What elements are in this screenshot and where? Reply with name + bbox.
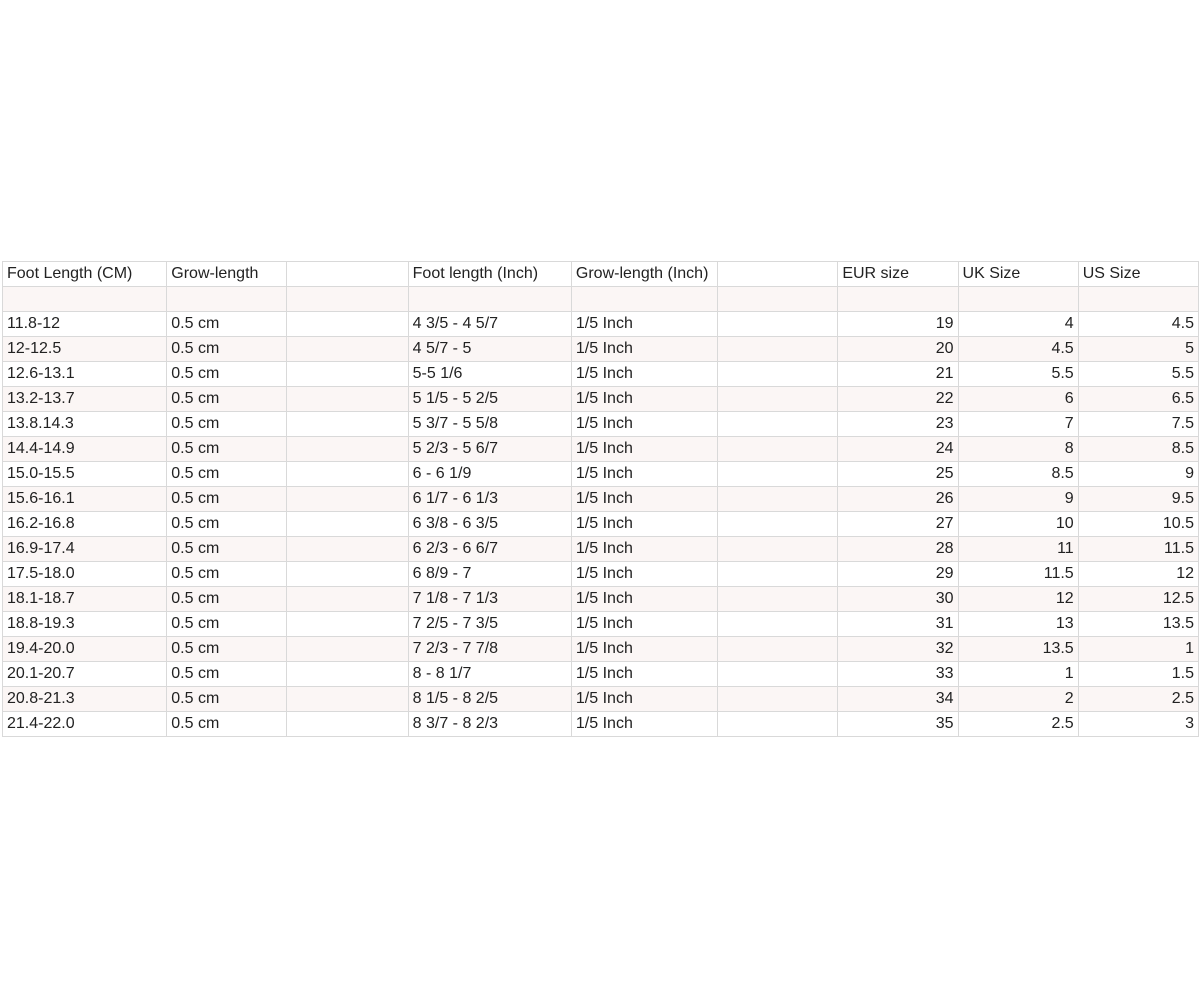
cell-us-size: 4.5	[1078, 312, 1198, 337]
cell-uk-size: 8.5	[958, 462, 1078, 487]
cell-uk-size: 12	[958, 587, 1078, 612]
cell-grow-length-inch: 1/5 Inch	[571, 562, 717, 587]
cell-blank-b	[718, 412, 838, 437]
cell-grow-length-inch: 1/5 Inch	[571, 462, 717, 487]
header-uk-size: UK Size	[958, 262, 1078, 287]
cell-grow-length: 0.5 cm	[167, 487, 287, 512]
cell-foot-length-cm: 20.8-21.3	[3, 687, 167, 712]
cell-blank-b	[718, 612, 838, 637]
cell-foot-length-cm: 15.0-15.5	[3, 462, 167, 487]
cell-blank-b	[718, 712, 838, 737]
cell-foot-length-inch: 6 - 6 1/9	[408, 462, 571, 487]
cell-foot-length-cm: 13.8.14.3	[3, 412, 167, 437]
cell-grow-length: 0.5 cm	[167, 637, 287, 662]
cell-grow-length-inch: 1/5 Inch	[571, 537, 717, 562]
cell-foot-length-cm: 14.4-14.9	[3, 437, 167, 462]
cell-grow-length-inch: 1/5 Inch	[571, 687, 717, 712]
cell-grow-length-inch: 1/5 Inch	[571, 612, 717, 637]
cell-us-size: 3	[1078, 712, 1198, 737]
cell-uk-size: 2.5	[958, 712, 1078, 737]
table-row	[3, 387, 1199, 412]
cell-blank-a	[287, 487, 408, 512]
table-row	[3, 337, 1199, 362]
cell-blank-b	[718, 287, 838, 312]
cell-eur-size: 27	[838, 512, 958, 537]
cell-foot-length-inch: 4 3/5 - 4 5/7	[408, 312, 571, 337]
header-eur-size: EUR size	[838, 262, 958, 287]
cell-foot-length-inch: 5 3/7 - 5 5/8	[408, 412, 571, 437]
cell-grow-length-inch: 1/5 Inch	[571, 412, 717, 437]
cell-foot-length-inch: 6 3/8 - 6 3/5	[408, 512, 571, 537]
cell-grow-length: 0.5 cm	[167, 312, 287, 337]
cell-foot-length-cm: 16.9-17.4	[3, 537, 167, 562]
size-chart-table	[2, 261, 1199, 737]
cell-blank-a	[287, 537, 408, 562]
cell-foot-length-inch	[408, 287, 571, 312]
table-row	[3, 537, 1199, 562]
cell-us-size: 5.5	[1078, 362, 1198, 387]
cell-foot-length-inch: 5-5 1/6	[408, 362, 571, 387]
cell-grow-length-inch: 1/5 Inch	[571, 312, 717, 337]
cell-eur-size: 33	[838, 662, 958, 687]
cell-grow-length-inch: 1/5 Inch	[571, 712, 717, 737]
header-row	[3, 262, 1199, 287]
cell-foot-length-cm: 12-12.5	[3, 337, 167, 362]
header-blank-a	[287, 262, 408, 287]
table-row	[3, 587, 1199, 612]
cell-blank-b	[718, 462, 838, 487]
cell-grow-length-inch: 1/5 Inch	[571, 387, 717, 412]
cell-grow-length: 0.5 cm	[167, 537, 287, 562]
cell-eur-size: 28	[838, 537, 958, 562]
cell-us-size: 9.5	[1078, 487, 1198, 512]
cell-blank-a	[287, 287, 408, 312]
cell-grow-length: 0.5 cm	[167, 587, 287, 612]
cell-blank-a	[287, 462, 408, 487]
cell-eur-size: 23	[838, 412, 958, 437]
cell-eur-size: 24	[838, 437, 958, 462]
cell-eur-size: 22	[838, 387, 958, 412]
cell-blank-b	[718, 512, 838, 537]
cell-us-size: 8.5	[1078, 437, 1198, 462]
cell-us-size: 12	[1078, 562, 1198, 587]
header-grow-length-inch: Grow-length (Inch)	[571, 262, 717, 287]
cell-blank-a	[287, 687, 408, 712]
cell-foot-length-cm: 12.6-13.1	[3, 362, 167, 387]
cell-blank-a	[287, 637, 408, 662]
cell-grow-length: 0.5 cm	[167, 362, 287, 387]
cell-grow-length: 0.5 cm	[167, 662, 287, 687]
cell-blank-a	[287, 437, 408, 462]
cell-foot-length-inch: 8 1/5 - 8 2/5	[408, 687, 571, 712]
cell-eur-size: 20	[838, 337, 958, 362]
cell-blank-b	[718, 587, 838, 612]
cell-us-size: 12.5	[1078, 587, 1198, 612]
cell-blank-b	[718, 637, 838, 662]
cell-grow-length-inch: 1/5 Inch	[571, 437, 717, 462]
cell-uk-size: 2	[958, 687, 1078, 712]
cell-blank-a	[287, 512, 408, 537]
cell-foot-length-inch: 6 8/9 - 7	[408, 562, 571, 587]
cell-eur-size: 26	[838, 487, 958, 512]
cell-grow-length	[167, 287, 287, 312]
table-row	[3, 512, 1199, 537]
cell-grow-length-inch: 1/5 Inch	[571, 637, 717, 662]
cell-us-size	[1078, 287, 1198, 312]
cell-grow-length: 0.5 cm	[167, 612, 287, 637]
cell-uk-size	[958, 287, 1078, 312]
cell-uk-size: 11	[958, 537, 1078, 562]
cell-blank-b	[718, 487, 838, 512]
cell-foot-length-inch: 5 2/3 - 5 6/7	[408, 437, 571, 462]
table-row	[3, 362, 1199, 387]
cell-eur-size: 29	[838, 562, 958, 587]
cell-blank-b	[718, 387, 838, 412]
cell-foot-length-cm: 19.4-20.0	[3, 637, 167, 662]
cell-grow-length: 0.5 cm	[167, 337, 287, 362]
cell-blank-b	[718, 537, 838, 562]
cell-eur-size: 30	[838, 587, 958, 612]
cell-us-size: 10.5	[1078, 512, 1198, 537]
cell-foot-length-inch: 8 - 8 1/7	[408, 662, 571, 687]
cell-uk-size: 4.5	[958, 337, 1078, 362]
cell-eur-size: 32	[838, 637, 958, 662]
cell-uk-size: 5.5	[958, 362, 1078, 387]
cell-grow-length-inch: 1/5 Inch	[571, 662, 717, 687]
cell-uk-size: 8	[958, 437, 1078, 462]
table-row	[3, 662, 1199, 687]
cell-blank-a	[287, 362, 408, 387]
cell-foot-length-inch: 5 1/5 - 5 2/5	[408, 387, 571, 412]
table-row	[3, 687, 1199, 712]
header-blank-b	[718, 262, 838, 287]
table-row	[3, 312, 1199, 337]
cell-eur-size: 34	[838, 687, 958, 712]
cell-foot-length-inch: 7 2/3 - 7 7/8	[408, 637, 571, 662]
cell-uk-size: 6	[958, 387, 1078, 412]
table-row	[3, 637, 1199, 662]
cell-foot-length-cm: 17.5-18.0	[3, 562, 167, 587]
cell-blank-a	[287, 712, 408, 737]
table-row	[3, 462, 1199, 487]
cell-grow-length: 0.5 cm	[167, 412, 287, 437]
cell-grow-length: 0.5 cm	[167, 712, 287, 737]
cell-grow-length: 0.5 cm	[167, 562, 287, 587]
cell-us-size: 11.5	[1078, 537, 1198, 562]
table-row	[3, 712, 1199, 737]
cell-uk-size: 13.5	[958, 637, 1078, 662]
cell-blank-b	[718, 337, 838, 362]
cell-us-size: 9	[1078, 462, 1198, 487]
cell-blank-b	[718, 687, 838, 712]
cell-blank-a	[287, 587, 408, 612]
cell-blank-b	[718, 362, 838, 387]
cell-blank-b	[718, 562, 838, 587]
cell-grow-length-inch: 1/5 Inch	[571, 362, 717, 387]
cell-uk-size: 10	[958, 512, 1078, 537]
cell-foot-length-inch: 6 2/3 - 6 6/7	[408, 537, 571, 562]
cell-foot-length-cm: 18.8-19.3	[3, 612, 167, 637]
cell-blank-b	[718, 312, 838, 337]
cell-uk-size: 9	[958, 487, 1078, 512]
cell-foot-length-cm: 13.2-13.7	[3, 387, 167, 412]
cell-foot-length-cm: 16.2-16.8	[3, 512, 167, 537]
table-row	[3, 487, 1199, 512]
cell-uk-size: 1	[958, 662, 1078, 687]
header-us-size: US Size	[1078, 262, 1198, 287]
cell-blank-b	[718, 662, 838, 687]
cell-grow-length-inch: 1/5 Inch	[571, 337, 717, 362]
cell-blank-a	[287, 662, 408, 687]
cell-eur-size: 35	[838, 712, 958, 737]
cell-blank-a	[287, 412, 408, 437]
cell-blank-b	[718, 437, 838, 462]
cell-foot-length-cm: 18.1-18.7	[3, 587, 167, 612]
cell-foot-length-cm: 20.1-20.7	[3, 662, 167, 687]
cell-us-size: 1.5	[1078, 662, 1198, 687]
cell-grow-length-inch: 1/5 Inch	[571, 487, 717, 512]
cell-us-size: 13.5	[1078, 612, 1198, 637]
cell-eur-size: 21	[838, 362, 958, 387]
table-row	[3, 287, 1199, 312]
size-chart	[2, 261, 1198, 737]
cell-eur-size: 25	[838, 462, 958, 487]
cell-us-size: 7.5	[1078, 412, 1198, 437]
cell-foot-length-cm: 21.4-22.0	[3, 712, 167, 737]
cell-grow-length: 0.5 cm	[167, 687, 287, 712]
cell-foot-length-inch: 6 1/7 - 6 1/3	[408, 487, 571, 512]
cell-grow-length-inch: 1/5 Inch	[571, 587, 717, 612]
cell-uk-size: 11.5	[958, 562, 1078, 587]
cell-us-size: 2.5	[1078, 687, 1198, 712]
cell-grow-length: 0.5 cm	[167, 512, 287, 537]
cell-blank-a	[287, 387, 408, 412]
cell-uk-size: 13	[958, 612, 1078, 637]
cell-uk-size: 4	[958, 312, 1078, 337]
header-foot-length-cm: Foot Length (CM)	[3, 262, 167, 287]
cell-grow-length: 0.5 cm	[167, 437, 287, 462]
cell-blank-a	[287, 312, 408, 337]
cell-grow-length-inch: 1/5 Inch	[571, 512, 717, 537]
cell-eur-size: 31	[838, 612, 958, 637]
cell-us-size: 1	[1078, 637, 1198, 662]
cell-foot-length-inch: 8 3/7 - 8 2/3	[408, 712, 571, 737]
cell-eur-size: 19	[838, 312, 958, 337]
cell-us-size: 5	[1078, 337, 1198, 362]
table-row	[3, 612, 1199, 637]
cell-blank-a	[287, 562, 408, 587]
table-row	[3, 562, 1199, 587]
cell-grow-length: 0.5 cm	[167, 387, 287, 412]
table-row	[3, 412, 1199, 437]
cell-uk-size: 7	[958, 412, 1078, 437]
cell-eur-size	[838, 287, 958, 312]
cell-foot-length-inch: 7 1/8 - 7 1/3	[408, 587, 571, 612]
table-row	[3, 437, 1199, 462]
cell-foot-length-cm: 11.8-12	[3, 312, 167, 337]
cell-us-size: 6.5	[1078, 387, 1198, 412]
cell-foot-length-cm	[3, 287, 167, 312]
cell-foot-length-inch: 4 5/7 - 5	[408, 337, 571, 362]
cell-blank-a	[287, 612, 408, 637]
header-foot-length-inch: Foot length (Inch)	[408, 262, 571, 287]
cell-blank-a	[287, 337, 408, 362]
cell-foot-length-cm: 15.6-16.1	[3, 487, 167, 512]
cell-grow-length-inch	[571, 287, 717, 312]
cell-foot-length-inch: 7 2/5 - 7 3/5	[408, 612, 571, 637]
header-grow-length: Grow-length	[167, 262, 287, 287]
cell-grow-length: 0.5 cm	[167, 462, 287, 487]
